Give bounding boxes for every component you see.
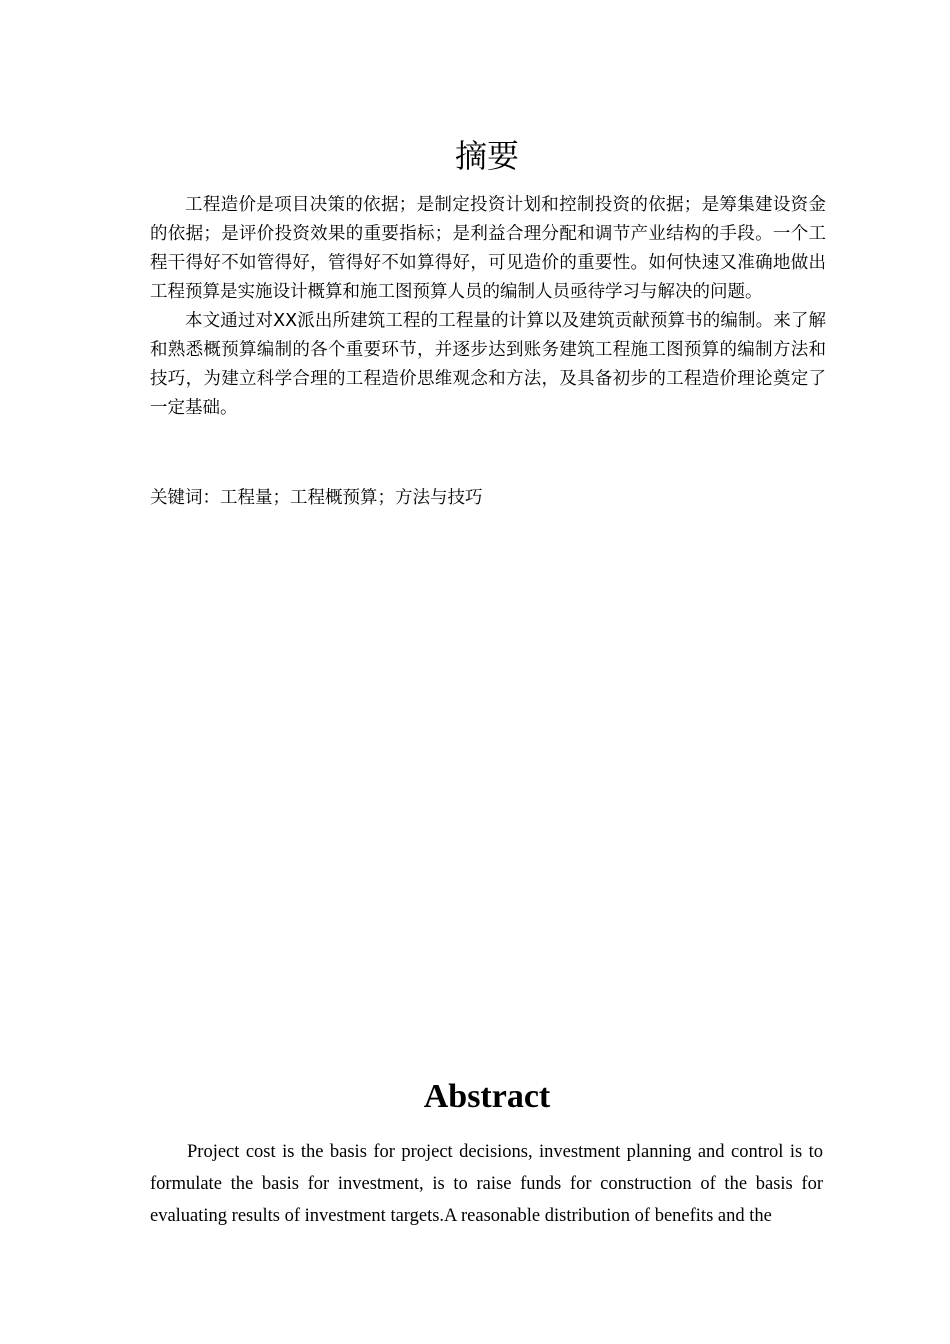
keywords-value: 工程量；工程概预算；方法与技巧 xyxy=(220,488,483,508)
chinese-abstract-body xyxy=(150,191,826,423)
english-abstract-paragraph-1: Project cost is the basis for project decisions, investment planning and control is to formulate the basis for investment, is to raise funds for construction of the basis for evaluating results of investment targets.A reasonable distribution of benefits and the xyxy=(150,1142,823,1226)
keywords-line xyxy=(150,484,826,513)
chinese-abstract-paragraph-2: 本文通过对XX派出所建筑工程的工程量的计算以及建筑贡献预算书的编制。来了解和熟悉概预算编制的各个重要环节，并逐步达到账务建筑工程施工图预算的编制方法和技巧，为建立科学合理的工程造价思维观念和方法，及具备初步的工程造价理论奠定了一定基础。 xyxy=(150,311,826,418)
english-abstract-body xyxy=(150,1136,823,1232)
chinese-abstract-paragraph-1: 工程造价是项目决策的依据；是制定投资计划和控制投资的依据；是筹集建设资金的依据；是评价投资效果的重要指标；是利益合理分配和调节产业结构的手段。一个工程干得好不如管得好，管得好不如算得好，可见造价的重要性。如何快速又准确地做出工程预算是实施设计概算和施工图预算人员的编制人员亟待学习与解决的问题。 xyxy=(150,195,826,302)
chinese-abstract-title: 摘要 xyxy=(454,137,519,175)
keywords-label: 关键词： xyxy=(150,488,220,508)
english-abstract-title: Abstract xyxy=(423,1078,551,1115)
